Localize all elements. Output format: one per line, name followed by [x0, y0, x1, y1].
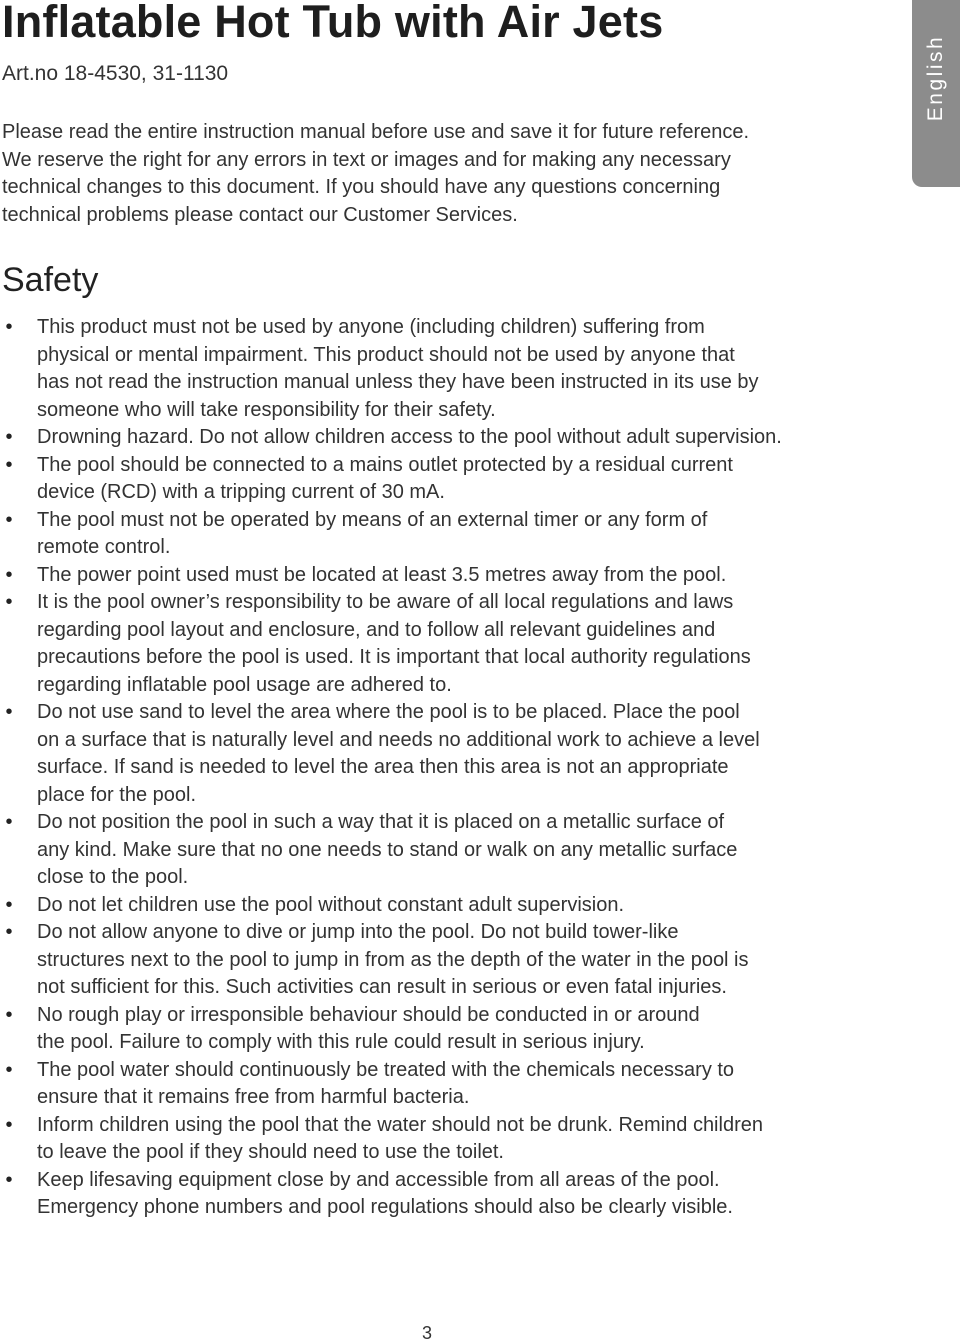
safety-item-line: not sufficient for this. Such activities can result in serious or even fatal injuries.	[37, 976, 727, 998]
bullet-icon: •	[5, 701, 13, 723]
intro-paragraph	[2, 119, 882, 229]
intro-line: We reserve the right for any errors in text or images and for making any necessary	[2, 148, 731, 171]
bullet-icon: •	[5, 426, 13, 448]
safety-item-line: Emergency phone numbers and pool regulations should also be clearly visible.	[37, 1196, 733, 1218]
safety-item-line: place for the pool.	[37, 783, 196, 806]
safety-item-line: surface. If sand is needed to level the area then this area is not an appropriate	[37, 756, 729, 778]
safety-item-line: Drowning hazard. Do not allow children access to the pool without adult supervision.	[37, 426, 782, 448]
safety-list-item	[0, 452, 900, 507]
bullet-icon: •	[5, 1003, 13, 1026]
safety-item-line: on a surface that is naturally level and needs no additional work to achieve a level	[37, 728, 760, 751]
safety-list-item	[0, 892, 900, 920]
safety-item-line: It is the pool owner’s responsibility to be aware of all local regulations and laws	[37, 591, 734, 613]
safety-item-line: regarding inflatable pool usage are adhered to.	[37, 673, 452, 696]
safety-item-line: ensure that it remains free from harmful bacteria.	[37, 1086, 470, 1108]
safety-item-line: Keep lifesaving equipment close by and accessible from all areas of the pool.	[37, 1168, 720, 1191]
safety-list-item	[0, 562, 900, 590]
safety-item-line: The power point used must be located at least 3.5 metres away from the pool.	[37, 563, 727, 586]
article-number: Art.no 18-4530, 31-1130	[2, 62, 229, 85]
intro-line: technical changes to this document. If you should have any questions concerning	[2, 176, 721, 198]
safety-item-line: The pool should be connected to a mains outlet protected by a residual current	[37, 453, 733, 476]
safety-item-line: regarding pool layout and enclosure, and to follow all relevant guidelines and	[37, 618, 716, 641]
bullet-icon: •	[5, 563, 13, 586]
safety-list-item	[0, 314, 900, 424]
safety-item-line: physical or mental impairment. This product should not be used by anyone that	[37, 343, 735, 366]
safety-item-line: remote control.	[37, 536, 171, 558]
safety-item-line: The pool water should continuously be treated with the chemicals necessary to	[37, 1058, 735, 1081]
safety-item-line: any kind. Make sure that no one needs to stand or walk on any metallic surface	[37, 838, 738, 861]
safety-list	[0, 314, 900, 1222]
safety-list-item	[0, 919, 900, 1002]
section-heading-safety: Safety	[2, 261, 99, 299]
safety-item-line: to leave the pool if they should need to use the toilet.	[37, 1141, 504, 1163]
safety-item-line: Do not allow anyone to dive or jump into the pool. Do not build tower-like	[37, 921, 679, 943]
safety-list-item	[0, 589, 900, 699]
safety-list-item	[0, 809, 900, 892]
safety-list-item	[0, 424, 900, 452]
safety-item-line: Do not position the pool in such a way that it is placed on a metallic surface of	[37, 811, 725, 833]
page-title: Inflatable Hot Tub with Air Jets	[2, 0, 664, 47]
safety-list-item	[0, 1167, 900, 1222]
intro-line: technical problems please contact our Customer Services.	[2, 203, 518, 226]
safety-item-line: has not read the instruction manual unless they have been instructed in its use by	[37, 371, 759, 393]
bullet-icon: •	[5, 1113, 13, 1136]
page-number: 3	[421, 1323, 432, 1343]
safety-item-line: structures next to the pool to jump in from as the depth of the water in the pool is	[37, 948, 749, 971]
safety-item-line: close to the pool.	[37, 866, 189, 888]
bullet-icon: •	[5, 591, 13, 613]
safety-item-line: No rough play or irresponsible behaviour should be conducted in or around	[37, 1003, 700, 1026]
safety-list-item	[0, 1002, 900, 1057]
safety-list-item	[0, 699, 900, 809]
bullet-icon: •	[5, 811, 13, 833]
language-tab	[912, 0, 960, 187]
safety-list-item	[0, 507, 900, 562]
safety-item-line: the pool. Failure to comply with this rule could result in serious injury.	[37, 1031, 645, 1053]
bullet-icon: •	[5, 921, 13, 943]
safety-item-line: Do not use sand to level the area where the pool is to be placed. Place the pool	[37, 701, 740, 723]
safety-item-line: device (RCD) with a tripping current of 30 mA.	[37, 481, 445, 503]
bullet-icon: •	[5, 453, 13, 476]
safety-item-line: Do not let children use the pool without constant adult supervision.	[37, 893, 625, 916]
intro-line: Please read the entire instruction manual before use and save it for future reference.	[2, 121, 750, 143]
safety-item-line: The pool must not be operated by means of an external timer or any form of	[37, 508, 708, 531]
language-label: English	[924, 34, 947, 122]
bullet-icon: •	[5, 316, 13, 338]
safety-list-item	[0, 1057, 900, 1112]
bullet-icon: •	[5, 1058, 13, 1081]
safety-item-line: precautions before the pool is used. It is important that local authority regulations	[37, 646, 751, 668]
bullet-icon: •	[5, 1168, 13, 1191]
safety-item-line: This product must not be used by anyone (including children) suffering from	[37, 316, 705, 338]
safety-item-line: Inform children using the pool that the water should not be drunk. Remind children	[37, 1113, 763, 1136]
safety-item-line: someone who will take responsibility for their safety.	[37, 398, 496, 421]
bullet-icon: •	[5, 893, 13, 916]
bullet-icon: •	[5, 508, 13, 531]
safety-list-item	[0, 1112, 900, 1167]
